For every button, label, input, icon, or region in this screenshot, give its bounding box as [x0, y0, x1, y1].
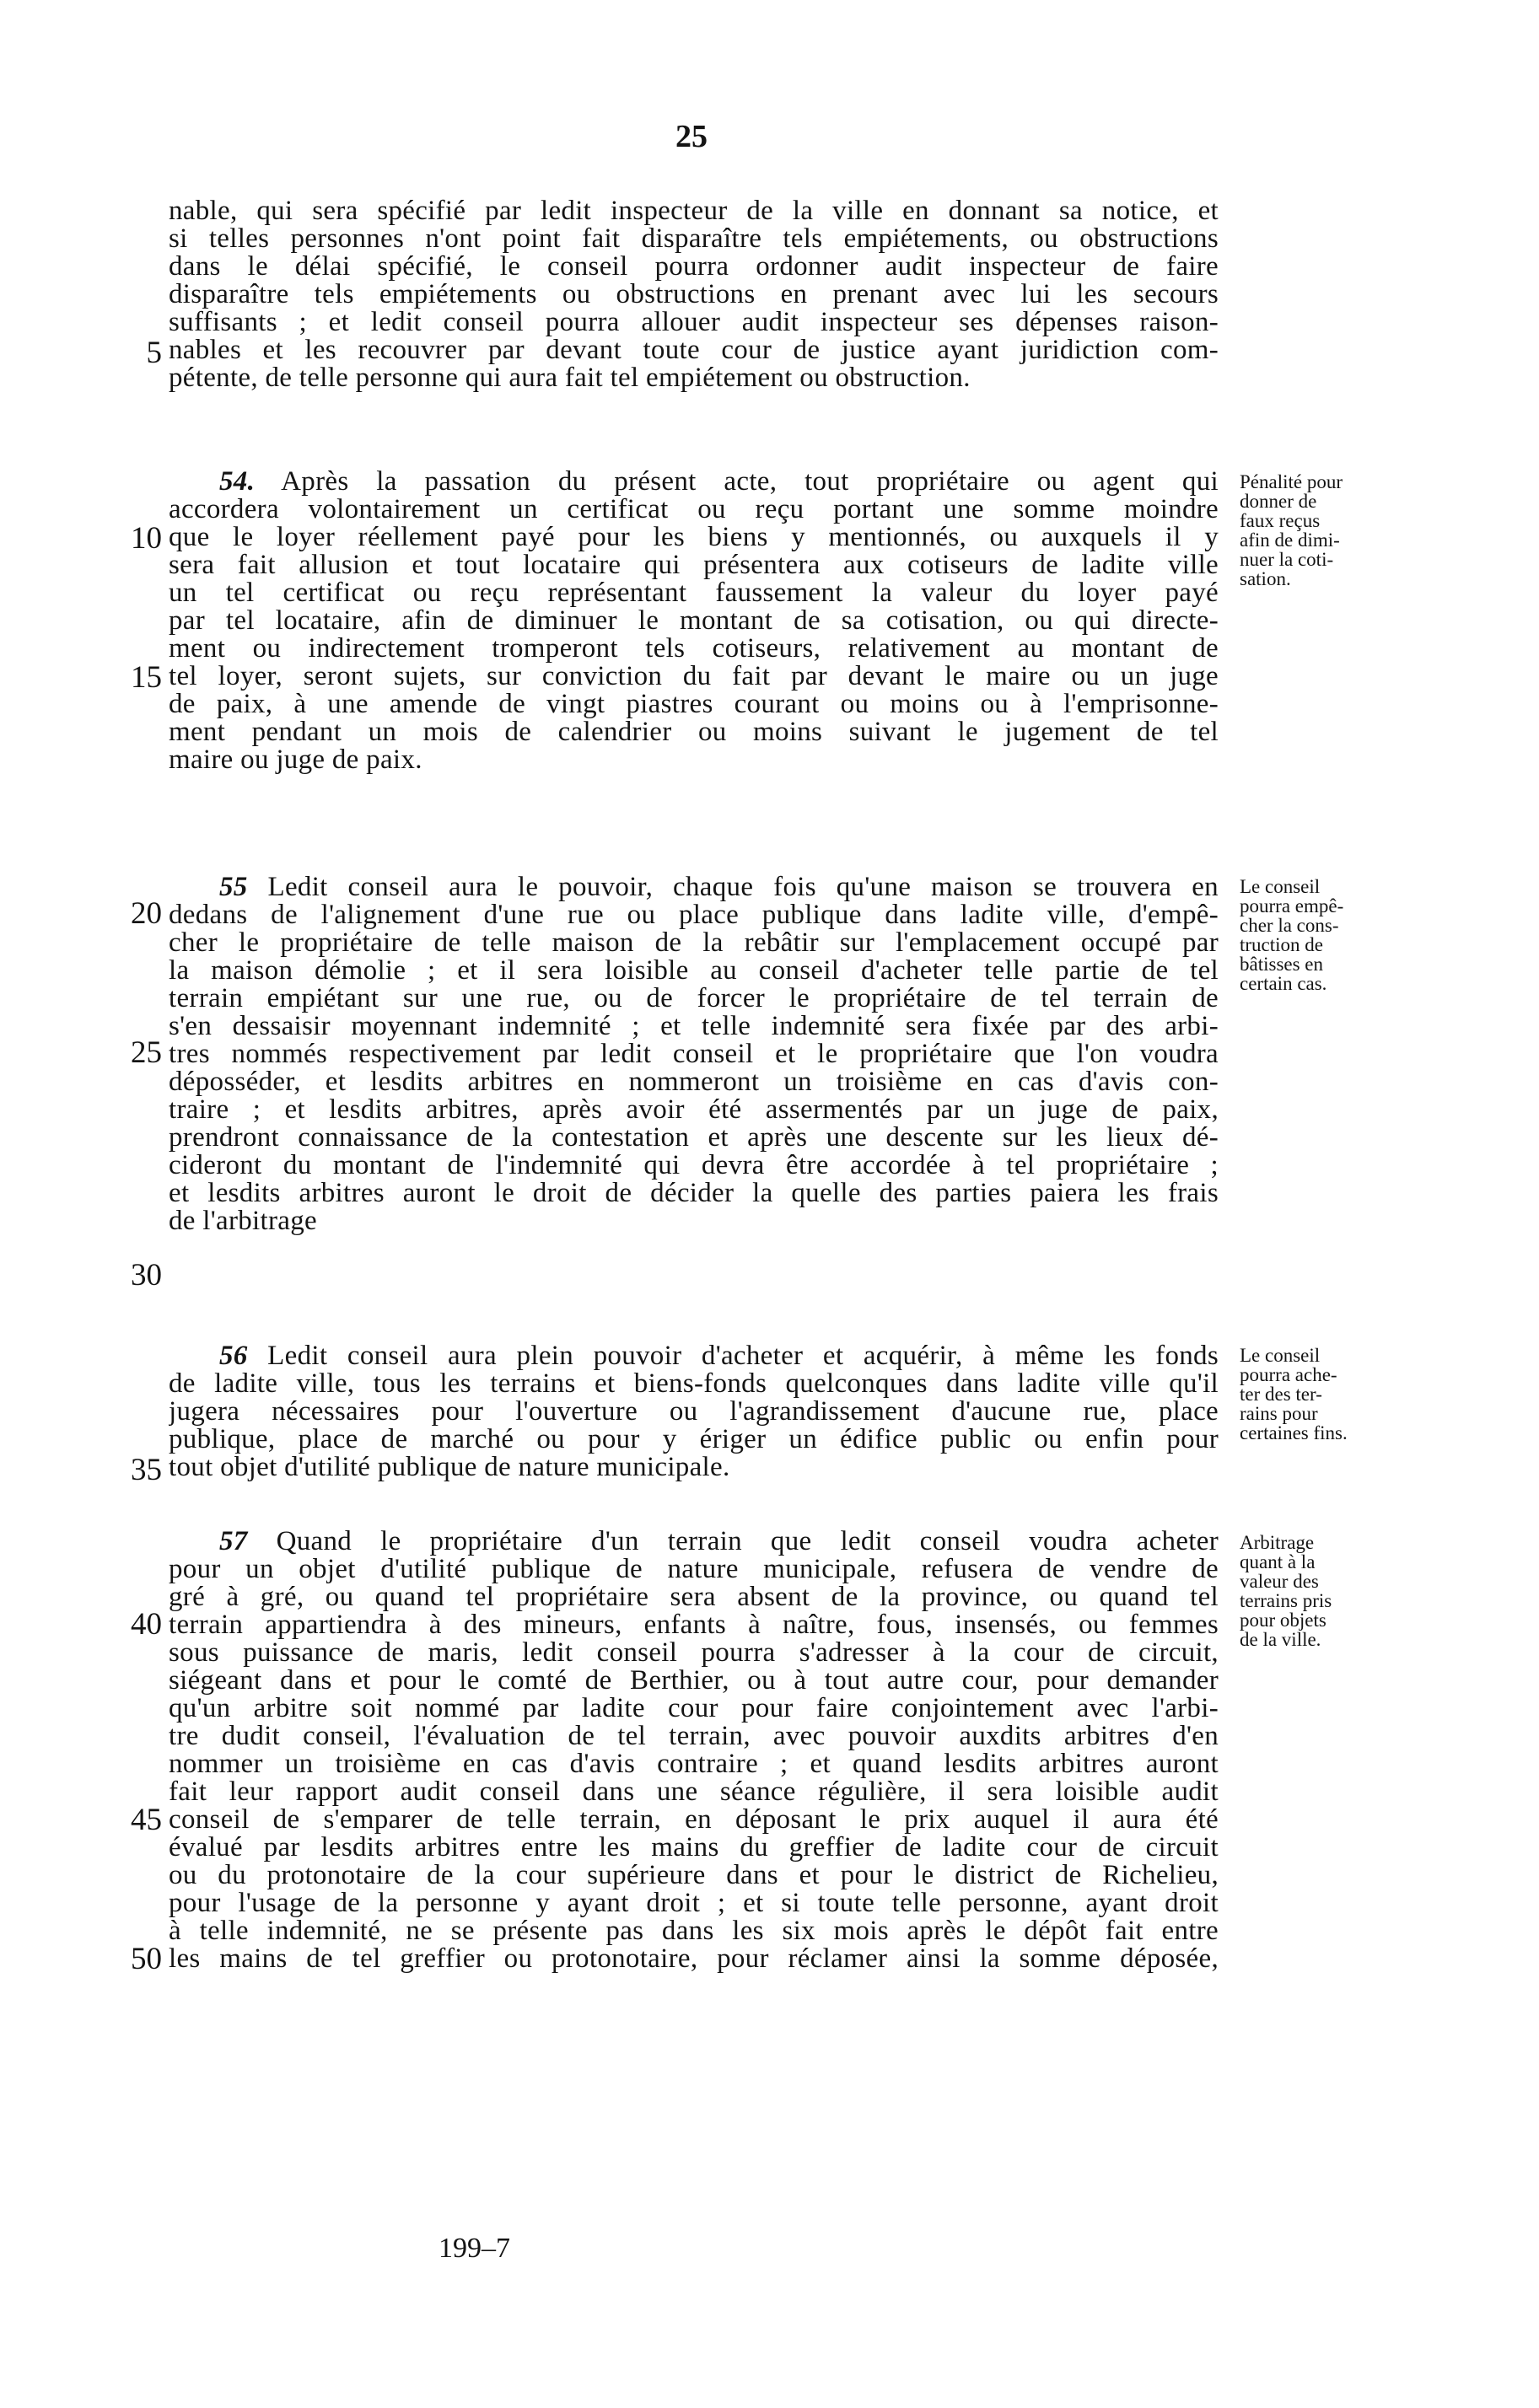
text-line: maire ou juge de paix. — [169, 746, 422, 774]
margin-note-line: sation. — [1240, 568, 1291, 589]
section-55 — [169, 873, 1219, 1235]
text-line: tout objet d'utilité publique de nature municipale. — [169, 1454, 730, 1481]
text-line: sous puissance de maris, ledit conseil pourra s'adresser à la cour de circuit, — [169, 1639, 1219, 1667]
text-line: de ladite ville, tous les terrains et biens-fonds quelconques dans ladite ville qu'il — [169, 1370, 1219, 1398]
line-number: 20 — [131, 896, 162, 931]
text-line: les mains de tel greffier ou protonotaire, pour réclamer ainsi la somme déposée, — [169, 1945, 1219, 1973]
margin-note-line: Le conseil — [1240, 876, 1321, 897]
text-line: pétente, de telle personne qui aura fait tel empiétement ou obstruction. — [169, 364, 971, 392]
text-line: évalué par lesdits arbitres entre les mains du greffier de ladite cour de circuit — [169, 1834, 1219, 1862]
margin-note-line: faux reçus — [1240, 510, 1321, 531]
text-line — [169, 1342, 1219, 1370]
text-line: cideront du montant de l'indemnité qui devra être accordée à tel propriétaire ; — [169, 1152, 1219, 1180]
text-line: suffisants ; et ledit conseil pourra allouer audit inspecteur ses dépenses raison- — [169, 309, 1219, 336]
margin-note-arbitration — [1240, 1533, 1442, 1649]
margin-note-line: ter des ter- — [1240, 1384, 1322, 1405]
text-line: siégeant dans et pour le comté de Berthier, ou à tout autre cour, pour demander — [169, 1667, 1219, 1695]
text-line-content: Après la passation du présent acte, tout propriétaire ou agent qui — [281, 468, 1219, 496]
line-number: 35 — [131, 1453, 162, 1487]
text-line — [169, 873, 1219, 901]
page-number: 25 — [675, 119, 708, 154]
text-line: tel loyer, seront sujets, sur conviction du fait par devant le maire ou un juge — [169, 663, 1219, 691]
margin-note-line: Le conseil — [1240, 1345, 1321, 1366]
line-number: 10 — [131, 521, 162, 556]
margin-note-line: cher la cons- — [1240, 915, 1339, 936]
text-line: par tel locataire, afin de diminuer le montant de sa cotisation, ou qui directe- — [169, 607, 1219, 635]
margin-note-penalty — [1240, 472, 1442, 589]
margin-note-alignment — [1240, 877, 1442, 993]
margin-note-line: de la ville. — [1240, 1629, 1321, 1650]
text-line: disparaître tels empiétements ou obstructions en prenant avec lui les secours — [169, 281, 1219, 309]
text-line: la maison démolie ; et il sera loisible au conseil d'acheter telle partie de tel — [169, 957, 1219, 985]
section-56 — [169, 1342, 1219, 1481]
margin-note-line: donner de — [1240, 491, 1317, 512]
text-line: que le loyer réellement payé pour les biens y mentionnés, ou auxquels il y — [169, 524, 1219, 551]
text-line: qu'un arbitre soit nommé par ladite cour pour faire conjointement avec l'arbi- — [169, 1695, 1219, 1723]
section-54 — [169, 468, 1219, 774]
text-line: un tel certificat ou reçu représentant faussement la valeur du loyer payé — [169, 579, 1219, 607]
text-line: sera fait allusion et tout locataire qui présentera aux cotiseurs de ladite ville — [169, 551, 1219, 579]
margin-note-line: valeur des — [1240, 1571, 1319, 1592]
text-line: gré à gré, ou quand tel propriétaire sera absent de la province, ou quand tel — [169, 1583, 1219, 1611]
text-line: terrain appartiendra à des mineurs, enfants à naître, fous, insensés, ou femmes — [169, 1611, 1219, 1639]
text-line: pour un objet d'utilité publique de nature municipale, refusera de vendre de — [169, 1556, 1219, 1583]
text-line-content: Quand le propriétaire d'un terrain que ledit conseil voudra acheter — [276, 1528, 1219, 1556]
margin-note-line: Pénalité pour — [1240, 471, 1343, 492]
text-line: de l'arbitrage — [169, 1207, 317, 1235]
text-line: et lesdits arbitres auront le droit de décider la quelle des parties paiera les frais — [169, 1180, 1219, 1207]
text-line: publique, place de marché ou pour y ériger un édifice public ou enfin pour — [169, 1426, 1219, 1454]
line-number: 30 — [131, 1258, 162, 1293]
text-line-content: Ledit conseil aura le pouvoir, chaque fois qu'une maison se trouvera en — [267, 873, 1219, 901]
text-line: si telles personnes n'ont point fait disparaître tels empiétements, ou obstructions — [169, 225, 1219, 253]
margin-note-line: pour objets — [1240, 1610, 1326, 1631]
text-line: dans le délai spécifié, le conseil pourra ordonner audit inspecteur de faire — [169, 253, 1219, 281]
section-number: 55 — [219, 873, 248, 901]
margin-note-line: afin de dimi- — [1240, 529, 1340, 551]
margin-note-purchase — [1240, 1346, 1442, 1443]
line-number: 25 — [131, 1035, 162, 1070]
text-line: de paix, à une amende de vingt piastres courant ou moins ou à l'emprisonne- — [169, 691, 1219, 718]
text-line: jugera nécessaires pour l'ouverture ou l'agrandissement d'aucune rue, place — [169, 1398, 1219, 1426]
text-line — [169, 1528, 1219, 1556]
text-line-content: Ledit conseil aura plein pouvoir d'acheter et acquérir, à même les fonds — [267, 1342, 1219, 1370]
text-line: dedans de l'alignement d'une rue ou place publique dans ladite ville, d'empê- — [169, 901, 1219, 929]
section-number: 57 — [219, 1528, 248, 1556]
text-line — [169, 468, 1219, 496]
text-line: pour l'usage de la personne y ayant droit ; et si toute telle personne, ayant droit — [169, 1889, 1219, 1917]
text-line: accordera volontairement un certificat ou reçu portant une somme moindre — [169, 496, 1219, 524]
margin-note-line: pourra ache- — [1240, 1364, 1337, 1385]
text-line: ment ou indirectement tromperont tels cotiseurs, relativement au montant de — [169, 635, 1219, 663]
text-line: nable, qui sera spécifié par ledit inspecteur de la ville en donnant sa notice, et — [169, 197, 1219, 225]
text-line: nables et les recouvrer par devant toute cour de justice ayant juridiction com- — [169, 336, 1219, 364]
margin-note-line: pourra empê- — [1240, 895, 1344, 916]
margin-note-line: nuer la coti- — [1240, 549, 1334, 570]
margin-note-line: bâtisses en — [1240, 954, 1324, 975]
margin-note-line: certain cas. — [1240, 973, 1327, 994]
text-line: prendront connaissance de la contestation et après une descente sur les lieux dé- — [169, 1124, 1219, 1152]
margin-note-line: terrains pris — [1240, 1590, 1332, 1611]
margin-note-line: rains pour — [1240, 1403, 1318, 1424]
text-line: ment pendant un mois de calendrier ou moins suivant le jugement de tel — [169, 718, 1219, 746]
margin-note-line: quant à la — [1240, 1551, 1316, 1572]
text-line: fait leur rapport audit conseil dans une séance régulière, il sera loisible audit — [169, 1778, 1219, 1806]
line-number: 45 — [131, 1803, 162, 1837]
section-number: 54. — [219, 468, 256, 496]
section-53-continued — [169, 197, 1219, 392]
margin-note-line: truction de — [1240, 934, 1323, 955]
text-line: s'en dessaisir moyennant indemnité ; et telle indemnité sera fixée par des arbi- — [169, 1013, 1219, 1040]
section-57 — [169, 1528, 1219, 1973]
line-number: 15 — [131, 660, 162, 695]
line-number: 40 — [131, 1607, 162, 1642]
text-line: déposséder, et lesdits arbitres en nommeront un troisième en cas d'avis con- — [169, 1068, 1219, 1096]
text-line: cher le propriétaire de telle maison de la rebâtir sur l'emplacement occupé par — [169, 929, 1219, 957]
text-line: conseil de s'emparer de telle terrain, en déposant le prix auquel il aura été — [169, 1806, 1219, 1834]
margin-note-line: Arbitrage — [1240, 1532, 1315, 1553]
text-line: traire ; et lesdits arbitres, après avoir été assermentés par un juge de paix, — [169, 1096, 1219, 1124]
margin-note-line: certaines fins. — [1240, 1422, 1348, 1443]
signature-mark: 199–7 — [439, 2233, 510, 2264]
line-number: 5 — [146, 336, 162, 370]
text-line: ou du protonotaire de la cour supérieure dans et pour le district de Richelieu, — [169, 1862, 1219, 1889]
text-line: nommer un troisième en cas d'avis contraire ; et quand lesdits arbitres auront — [169, 1750, 1219, 1778]
text-line: tres nommés respectivement par ledit conseil et le propriétaire que l'on voudra — [169, 1040, 1219, 1068]
line-number: 50 — [131, 1942, 162, 1976]
section-number: 56 — [219, 1342, 248, 1370]
text-line: à telle indemnité, ne se présente pas dans les six mois après le dépôt fait entre — [169, 1917, 1219, 1945]
text-line: terrain empiétant sur une rue, ou de forcer le propriétaire de tel terrain de — [169, 985, 1219, 1013]
text-line: tre dudit conseil, l'évaluation de tel terrain, avec pouvoir auxdits arbitres d'en — [169, 1723, 1219, 1750]
